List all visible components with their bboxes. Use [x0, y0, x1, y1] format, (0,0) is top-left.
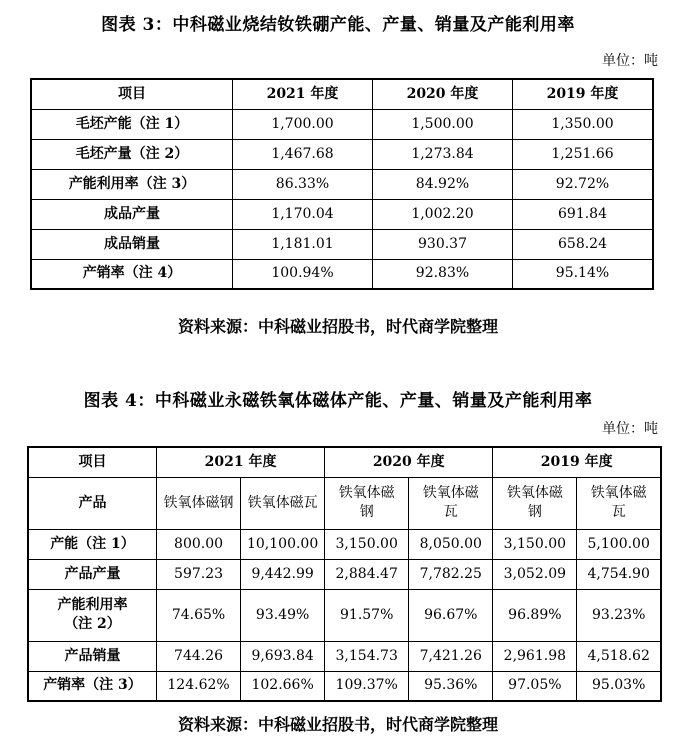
table-row — [28, 641, 661, 671]
table-cell: 4,754.90 — [577, 559, 661, 589]
product-header: 铁氧体磁钢 — [325, 477, 409, 529]
table-row — [28, 671, 661, 701]
table-cell: 691.84 — [513, 199, 654, 229]
table-cell: 93.49% — [241, 589, 325, 641]
table-cell: 92.72% — [513, 169, 654, 199]
table-cell: 1,002.20 — [373, 199, 513, 229]
table-cell: 109.37% — [325, 671, 409, 701]
table2-source: 资料来源：中科磁业招股书，时代商学院整理 — [177, 715, 498, 734]
table2-year-row — [28, 447, 661, 477]
table-cell: 3,052.09 — [493, 559, 577, 589]
table-cell: 8,050.00 — [409, 529, 493, 559]
table-cell: 92.83% — [373, 259, 513, 289]
row-label: 产能利用率（注 3） — [31, 169, 233, 199]
table-cell: 5,100.00 — [577, 529, 661, 559]
table-cell: 95.36% — [409, 671, 493, 701]
product-header: 铁氧体磁瓦 — [241, 477, 325, 529]
table1-header-cell: 项目 — [31, 79, 233, 109]
table-row — [28, 559, 661, 589]
table-cell: 1,181.01 — [233, 229, 373, 259]
row-label: 毛坯产量（注 2） — [31, 139, 233, 169]
row-label: 产品产量 — [28, 559, 157, 589]
table-row — [31, 259, 653, 289]
table-row — [31, 109, 653, 139]
table-cell: 86.33% — [233, 169, 373, 199]
table-cell: 102.66% — [241, 671, 325, 701]
product-header: 铁氧体磁瓦 — [577, 477, 661, 529]
table-row — [31, 229, 653, 259]
table2-header-item: 项目 — [28, 447, 157, 477]
table-cell: 1,467.68 — [233, 139, 373, 169]
table-cell: 96.89% — [493, 589, 577, 641]
table-cell: 1,251.66 — [513, 139, 654, 169]
table-cell: 100.94% — [233, 259, 373, 289]
table-cell: 1,273.84 — [373, 139, 513, 169]
table2-product-label: 产品 — [28, 477, 157, 529]
table-cell: 9,442.99 — [241, 559, 325, 589]
table2-year-header: 2021 年度 — [157, 447, 325, 477]
table2-product-row — [28, 477, 661, 529]
table2 — [27, 446, 662, 702]
table1-source: 资料来源：中科磁业招股书，时代商学院整理 — [177, 317, 498, 336]
table-cell: 91.57% — [325, 589, 409, 641]
table-cell: 10,100.00 — [241, 529, 325, 559]
table-cell: 84.92% — [373, 169, 513, 199]
table-cell: 744.26 — [157, 641, 241, 671]
table-row — [31, 139, 653, 169]
table-cell: 7,782.25 — [409, 559, 493, 589]
table-cell: 95.14% — [513, 259, 654, 289]
table2-unit: 单位：吨 — [602, 421, 658, 437]
row-label: 毛坯产能（注 1） — [31, 109, 233, 139]
table-cell: 3,154.73 — [325, 641, 409, 671]
table-cell: 7,421.26 — [409, 641, 493, 671]
table-cell: 124.62% — [157, 671, 241, 701]
product-header: 铁氧体磁钢 — [493, 477, 577, 529]
table1-header-cell: 2019 年度 — [513, 79, 654, 109]
row-label: 产销率（注 4） — [31, 259, 233, 289]
table-row — [28, 529, 661, 559]
table-row — [31, 169, 653, 199]
table-cell: 1,500.00 — [373, 109, 513, 139]
row-label: 产能（注 1） — [28, 529, 157, 559]
table-cell: 74.65% — [157, 589, 241, 641]
table-cell: 930.37 — [373, 229, 513, 259]
table-cell: 800.00 — [157, 529, 241, 559]
table1-header-cell: 2021 年度 — [233, 79, 373, 109]
table-cell: 96.67% — [409, 589, 493, 641]
table-cell: 1,700.00 — [233, 109, 373, 139]
table-cell: 3,150.00 — [325, 529, 409, 559]
table2-year-header: 2020 年度 — [325, 447, 493, 477]
table1-unit: 单位：吨 — [602, 53, 658, 69]
table-cell: 658.24 — [513, 229, 654, 259]
table1-header-row — [31, 79, 653, 109]
table-cell: 3,150.00 — [493, 529, 577, 559]
table-cell: 9,693.84 — [241, 641, 325, 671]
table2-year-header: 2019 年度 — [493, 447, 661, 477]
table-cell: 1,170.04 — [233, 199, 373, 229]
table-cell: 597.23 — [157, 559, 241, 589]
table-row — [28, 589, 661, 641]
table-cell: 4,518.62 — [577, 641, 661, 671]
table-cell: 97.05% — [493, 671, 577, 701]
table2-title: 图表 4：中科磁业永磁铁氧体磁体产能、产量、销量及产能利用率 — [83, 391, 593, 411]
table-cell: 2,961.98 — [493, 641, 577, 671]
row-label: 成品销量 — [31, 229, 233, 259]
table1-header-cell: 2020 年度 — [373, 79, 513, 109]
row-label: 产品销量 — [28, 641, 157, 671]
table-cell: 93.23% — [577, 589, 661, 641]
table1 — [30, 78, 654, 290]
table-row — [31, 199, 653, 229]
table-cell: 1,350.00 — [513, 109, 654, 139]
row-label: 产销率（注 3） — [28, 671, 157, 701]
table-cell: 2,884.47 — [325, 559, 409, 589]
product-header: 铁氧体磁钢 — [157, 477, 241, 529]
table-cell: 95.03% — [577, 671, 661, 701]
table1-title: 图表 3：中科磁业烧结钕铁硼产能、产量、销量及产能利用率 — [101, 15, 575, 35]
row-label: 成品产量 — [31, 199, 233, 229]
product-header: 铁氧体磁瓦 — [409, 477, 493, 529]
row-label: 产能利用率（注 2） — [28, 589, 157, 641]
